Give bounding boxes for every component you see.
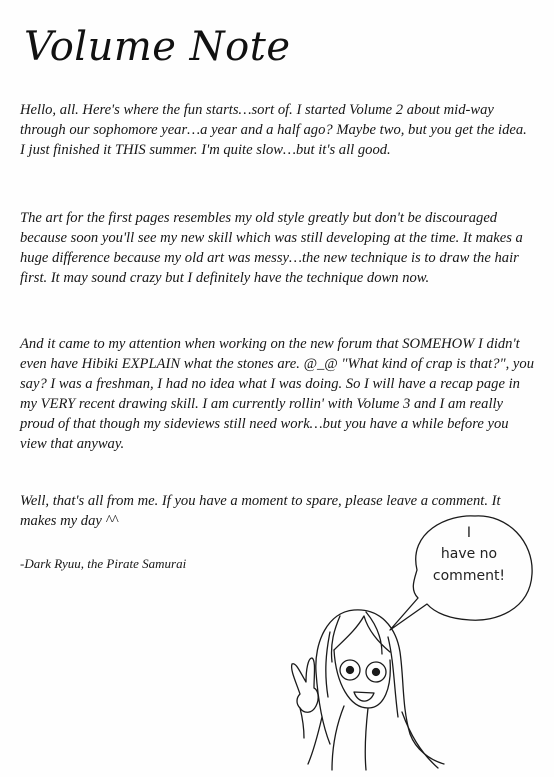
peace-hand [292,658,319,712]
face [334,650,390,708]
mouth [354,692,374,701]
hair [316,610,444,764]
paragraph-intro: Hello, all. Here's where the fun starts…sort of. I started Volume 2 about mid-way through our sophomore year…a year and a half ago? Maybe two, but you get the idea. I just finished it THIS summer. I'm quite slow…but it's all good. [20,102,527,158]
bubble-text-line2: have no [440,546,498,562]
signature: -Dark Ryuu, the Pirate Samurai [20,556,187,571]
bubble-text-line1: I [466,525,472,541]
paragraph-closing: Well, that's all from me. If you have a moment to spare, please leave a comment. It makes my day ^^ [20,493,501,529]
paragraph-stones: And it came to my attention when working on the new forum that SOMEHOW I didn't even have Hibiki EXPLAIN what the stones are. @_@ "What kind of crap is that?", you say? I was a freshman, I had no idea what I was doing. So I will have a recap page in my VERY recent drawing skill. I am currently rollin' with Volume 3 and I am really proud of that though my sideviews still need work…but you have a while before you view that anyway. [20,336,534,452]
paragraph-art: The art for the first pages resembles my old style greatly but don't be discouraged because soon you'll see my new skill which was still developing at the time. It makes a huge difference because my old art was messy…the new technique is to draw the hair first. It may sound crazy but I definitely have the technique down now. [20,210,523,286]
page-title: Volume Note [24,24,291,70]
bubble-text-line3: comment! [432,568,506,584]
